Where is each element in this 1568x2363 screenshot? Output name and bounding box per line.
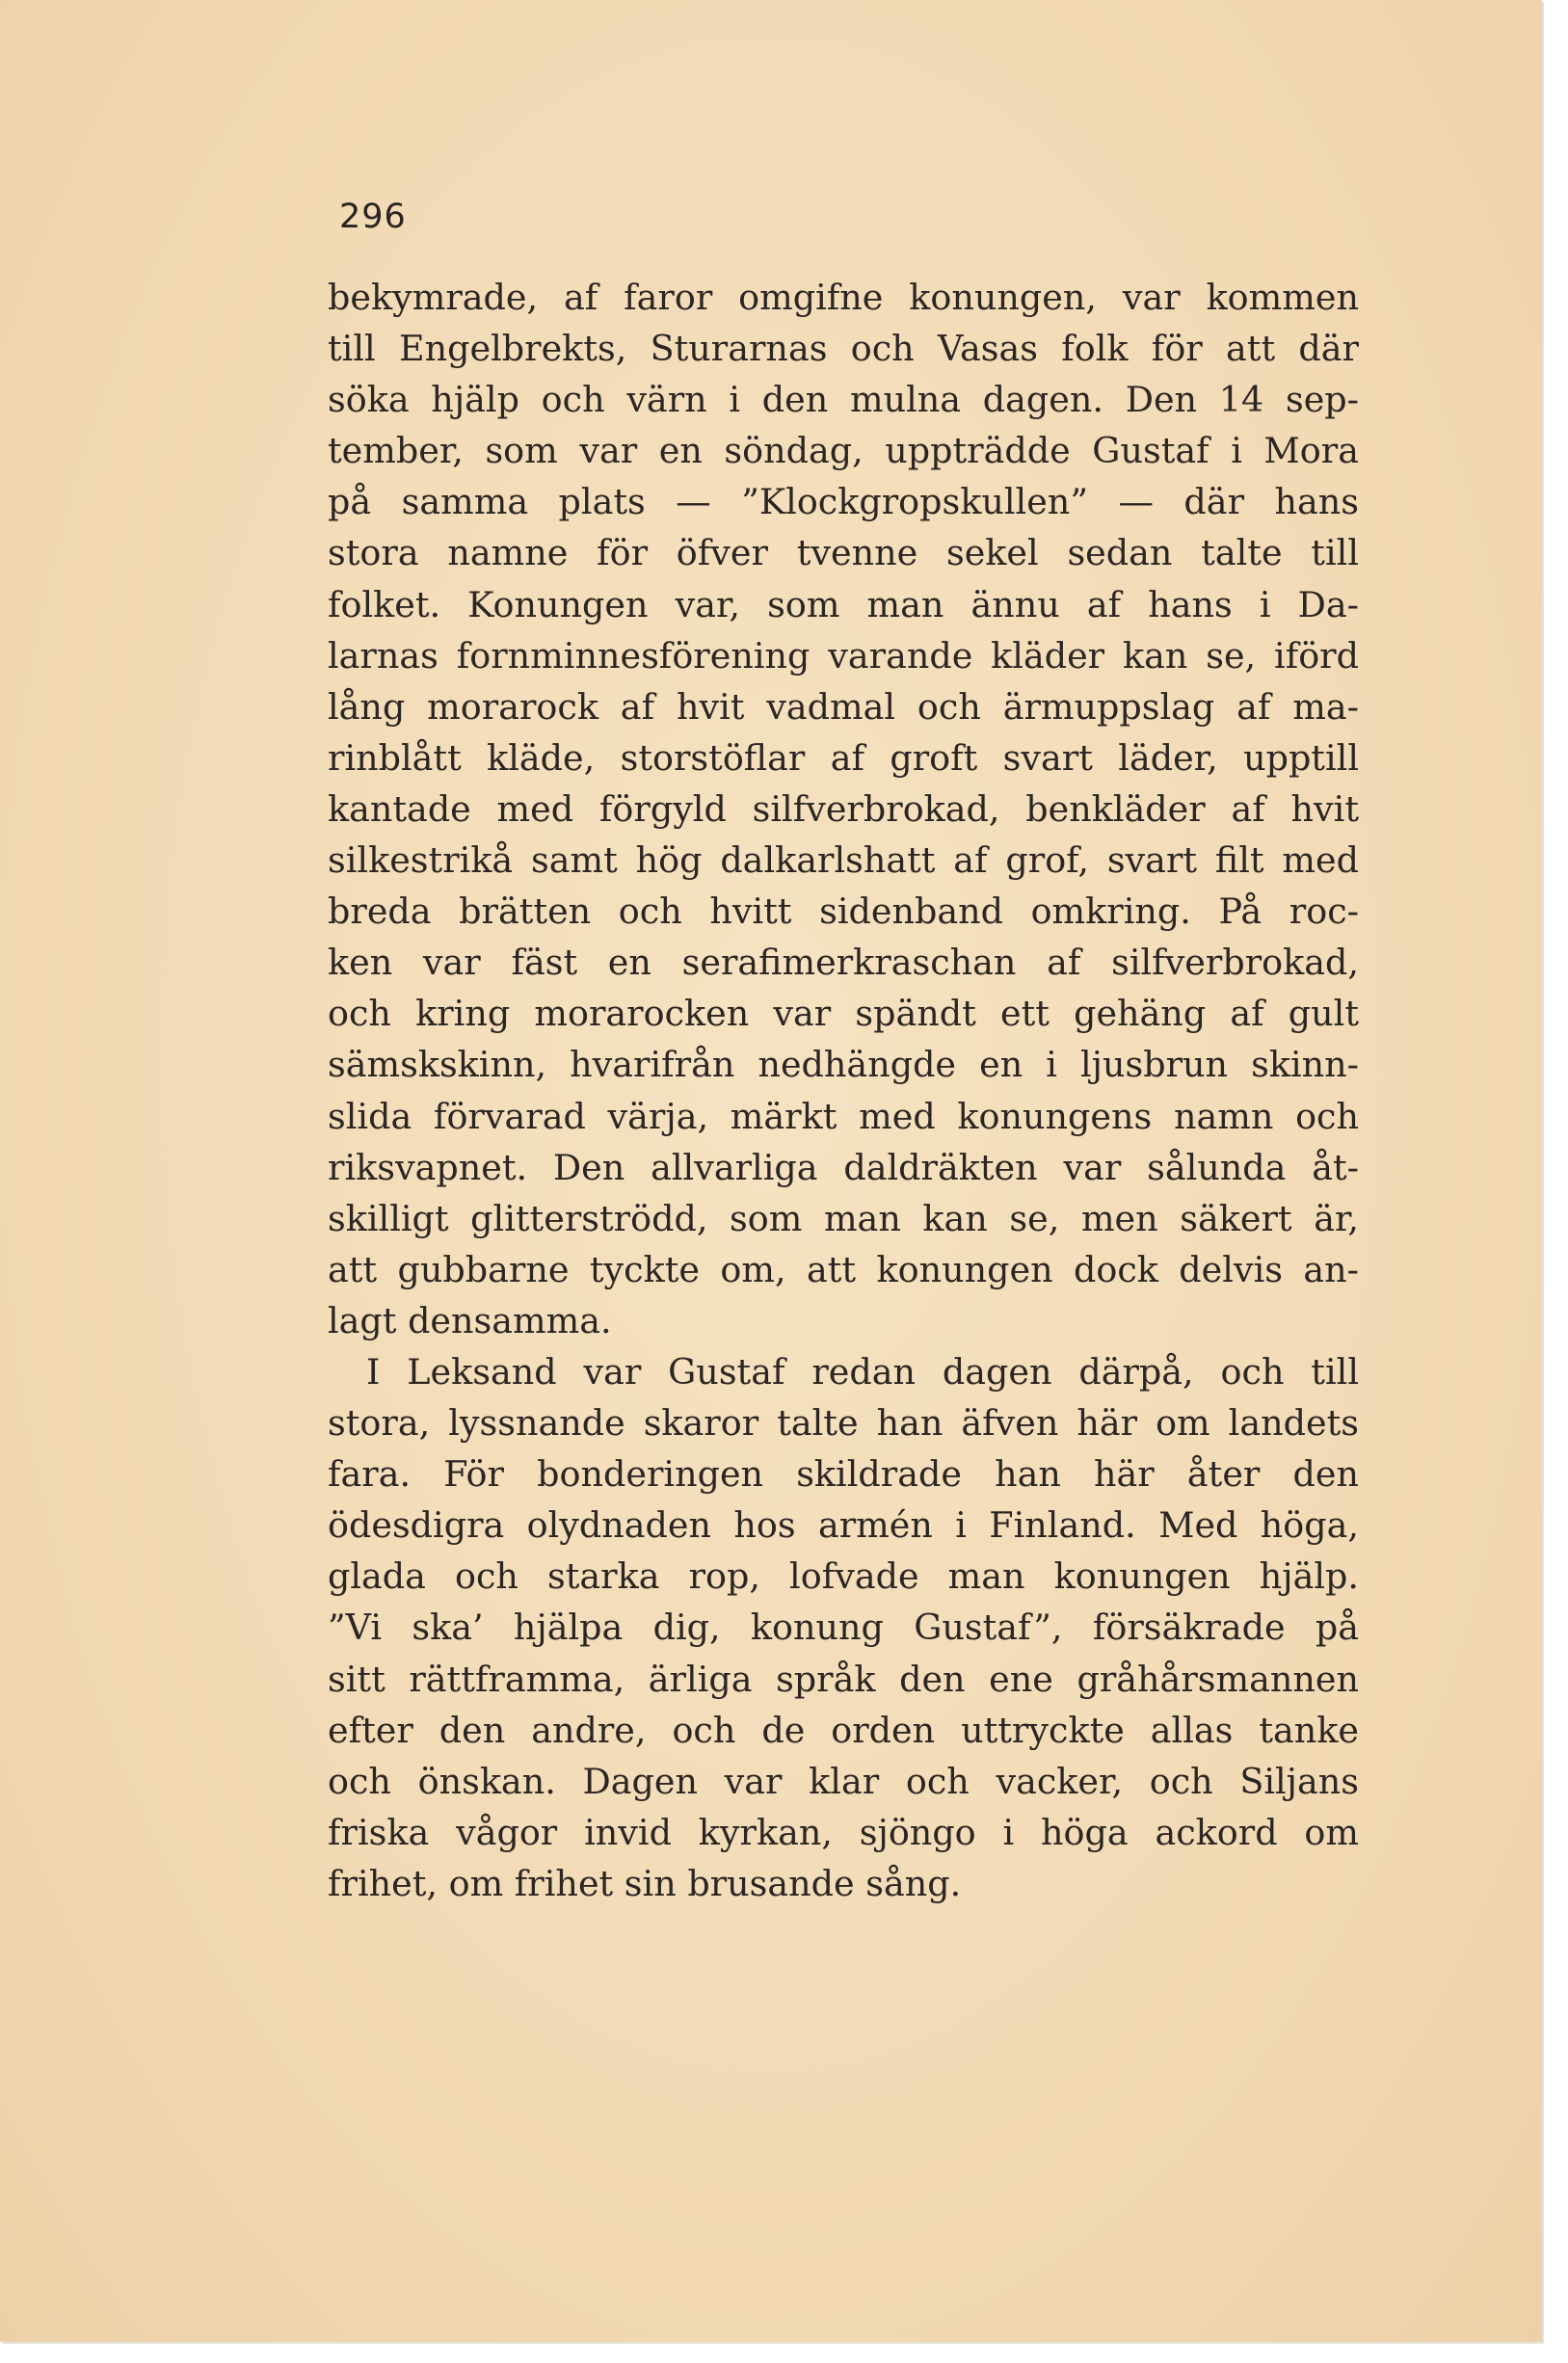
text-line: rinblått kläde, storstöflar af groft svart läder, upptill [328, 736, 1359, 779]
text-line: ödesdigra olydnaden hos armén i Finland. Med höga, [328, 1504, 1359, 1547]
text-line: stora namne för öfver tvenne sekel sedan talte till [328, 532, 1359, 574]
body-text [328, 272, 1359, 1909]
text-line: sitt rättframma, ärliga språk den ene gråhårsmannen [328, 1658, 1359, 1700]
text-line: bekymrade, af faror omgifne konungen, var kommen [328, 277, 1359, 318]
text-line: riksvapnet. Den allvarliga daldräkten var sålunda åt- [328, 1146, 1359, 1188]
text-line: och önskan. Dagen var klar och vacker, och Siljans [328, 1760, 1359, 1802]
text-line: söka hjälp och värn i den mulna dagen. Den 14 sep- [328, 379, 1359, 421]
text-line: efter den andre, och de orden uttryckte allas tanke [328, 1709, 1359, 1751]
text-line: på samma plats — ”Klockgropskullen” — där hans [328, 481, 1359, 523]
text-line: slida förvarad värja, märkt med konungens namn och [328, 1095, 1359, 1137]
paragraph-start-line: I Leksand var Gustaf redan dagen därpå, och till [366, 1350, 1359, 1393]
text-line: fara. För bonderingen skildrade han här åter den [328, 1453, 1359, 1496]
text-line: breda brätten och hvitt sidenband omkring. På roc- [328, 890, 1359, 933]
text-line: att gubbarne tyckte om, att konungen dock delvis an- [328, 1248, 1359, 1290]
text-line: larnas fornminnesförening varande kläder kan se, iförd [328, 634, 1359, 677]
text-line: glada och starka rop, lofvade man konungen hjälp. [328, 1555, 1359, 1598]
text-line: sämskskinn, hvarifrån nedhängde en i ljusbrun skinn- [328, 1044, 1359, 1086]
text-line: folket. Konungen var, som man ännu af hans i Da- [328, 583, 1359, 625]
text-line: och kring morarocken var spändt ett gehäng af gult [328, 993, 1359, 1035]
text-line: kantade med förgyld silfverbrokad, benkläder af hvit [328, 787, 1359, 830]
text-line: stora, lyssnande skaror talte han äfven här om landets [328, 1402, 1359, 1445]
text-line: ”Vi ska’ hjälpa dig, konung Gustaf”, försäkrade på [328, 1606, 1359, 1649]
text-line: silkestrikå samt hög dalkarlshatt af grof, svart filt med [328, 839, 1359, 882]
text-line: friska vågor invid kyrkan, sjöngo i höga ackord om [328, 1811, 1359, 1853]
text-line: till Engelbrekts, Sturarnas och Vasas folk för att där [328, 328, 1359, 370]
page-number: 296 [339, 198, 407, 236]
text-line: lång morarock af hvit vadmal och ärmuppslag af ma- [328, 685, 1359, 728]
paragraph-end-line: lagt densamma. [328, 1299, 612, 1341]
paragraph-end-line: frihet, om frihet sin brusande sång. [328, 1862, 962, 1904]
text-line: tember, som var en söndag, uppträdde Gustaf i Mora [328, 430, 1359, 472]
text-line: skilligt glitterströdd, som man kan se, men säkert är, [328, 1197, 1359, 1239]
text-line: ken var fäst en serafimerkraschan af silfverbrokad, [328, 942, 1359, 984]
